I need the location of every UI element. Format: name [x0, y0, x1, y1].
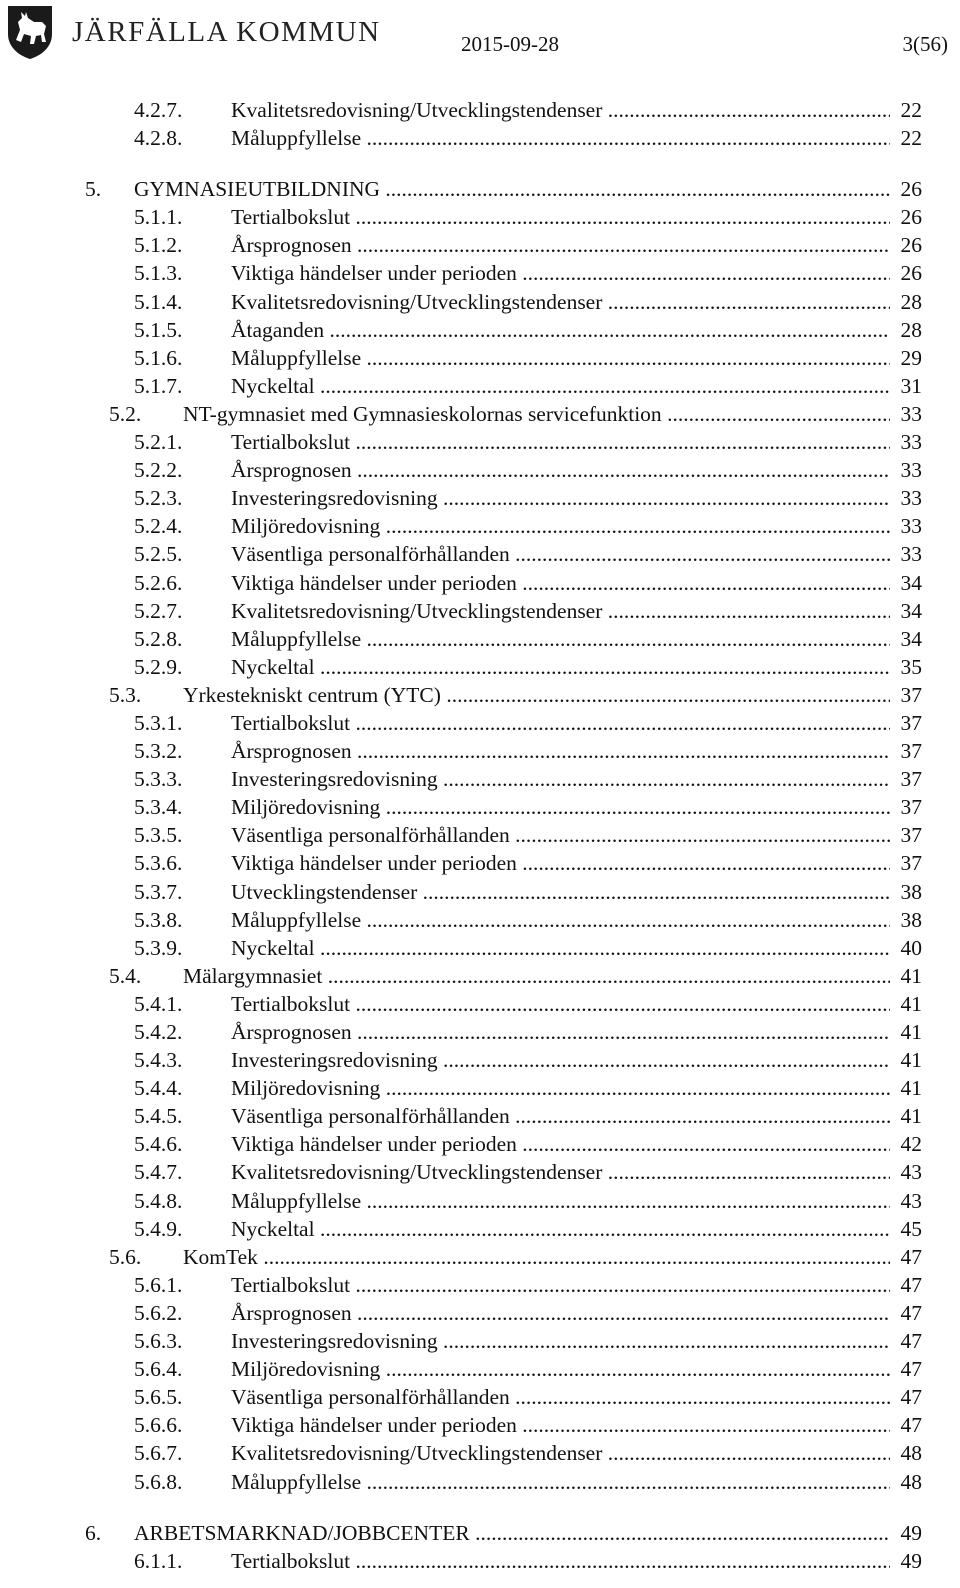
- toc-entry-title: Kvalitetsredovisning/Utvecklingstendenser .....: [231, 597, 916, 625]
- org-name: JÄRFÄLLA KOMMUN: [72, 16, 381, 48]
- toc-entry-number: 5.3.: [109, 682, 142, 707]
- page-header: [0, 0, 960, 70]
- toc-entry-page: 43: [890, 1187, 922, 1215]
- toc-entry-number: 5.3.2.: [134, 739, 183, 764]
- toc-entry[interactable]: [0, 484, 960, 512]
- toc-entry-title: Årsprognosen .....: [231, 456, 916, 484]
- toc-entry-title: Miljöredovisning .....: [231, 793, 916, 821]
- toc-entry-page: 41: [890, 962, 922, 990]
- toc-entry-page: 47: [890, 1411, 922, 1439]
- toc-entry-title: Årsprognosen .....: [231, 737, 916, 765]
- toc-entry-title: Mälargymnasiet .....: [183, 962, 916, 990]
- toc-entry-title: Miljöredovisning .....: [231, 1074, 916, 1102]
- toc-entry-title: Viktiga händelser under perioden .....: [231, 259, 916, 287]
- toc-entry-number: 5.1.4.: [134, 289, 183, 314]
- toc-entry[interactable]: [0, 709, 960, 737]
- toc-entry-page: 48: [890, 1439, 922, 1467]
- toc-entry[interactable]: [0, 344, 960, 372]
- toc-entry-title: Tertialbokslut .....: [231, 1547, 916, 1575]
- toc-entry[interactable]: [0, 1411, 960, 1439]
- toc-entry[interactable]: [0, 1102, 960, 1130]
- toc-entry-number: 5.4.: [109, 963, 142, 988]
- toc-entry-title: Måluppfyllelse .....: [231, 124, 916, 152]
- toc-entry[interactable]: [0, 1187, 960, 1215]
- toc-entry-page: 28: [890, 316, 922, 344]
- toc-entry-title: Viktiga händelser under perioden .....: [231, 1130, 916, 1158]
- toc-entry[interactable]: [0, 203, 960, 231]
- toc-entry-title: Tertialbokslut .....: [231, 990, 916, 1018]
- toc-entry-number: 5.2.6.: [134, 570, 183, 595]
- toc-entry-page: 22: [890, 124, 922, 152]
- toc-entry[interactable]: [0, 878, 960, 906]
- toc-entry-title: ARBETSMARKNAD/JOBBCENTER .....: [134, 1519, 916, 1547]
- toc-entry[interactable]: [0, 540, 960, 568]
- toc-entry[interactable]: [0, 681, 960, 709]
- toc-entry[interactable]: [0, 1074, 960, 1102]
- toc-entry[interactable]: [0, 1355, 960, 1383]
- toc-entry-page: 28: [890, 288, 922, 316]
- toc-entry-title: Yrkestekniskt centrum (YTC) .....: [183, 681, 916, 709]
- toc-entry[interactable]: [0, 821, 960, 849]
- toc-entry-number: 5.4.9.: [134, 1216, 183, 1241]
- toc-entry-number: 6.1.1.: [134, 1548, 183, 1573]
- toc-entry-page: 33: [890, 512, 922, 540]
- toc-entry[interactable]: [0, 1271, 960, 1299]
- toc-entry-title: Måluppfyllelse .....: [231, 1468, 916, 1496]
- toc-entry[interactable]: [0, 1158, 960, 1186]
- toc-entry-page: 33: [890, 428, 922, 456]
- toc-entry-page: 37: [890, 681, 922, 709]
- toc-entry-title: Väsentliga personalförhållanden .....: [231, 1102, 916, 1130]
- toc-entry-number: 5.6.: [109, 1244, 142, 1269]
- toc-entry[interactable]: [0, 569, 960, 597]
- toc-entry[interactable]: [0, 231, 960, 259]
- toc-entry[interactable]: [0, 316, 960, 344]
- toc-entry-number: 5.1.3.: [134, 261, 183, 286]
- toc-entry-page: 33: [890, 484, 922, 512]
- toc-entry-page: 33: [890, 540, 922, 568]
- toc-entry[interactable]: [0, 456, 960, 484]
- table-of-contents: [0, 96, 960, 1575]
- toc-entry[interactable]: [0, 428, 960, 456]
- toc-entry-page: 38: [890, 906, 922, 934]
- toc-entry-title: Nyckeltal .....: [231, 653, 916, 681]
- toc-entry-title: Årsprognosen .....: [231, 1299, 916, 1327]
- toc-entry-title: Tertialbokslut .....: [231, 203, 916, 231]
- toc-entry[interactable]: [0, 400, 960, 428]
- toc-entry-page: 35: [890, 653, 922, 681]
- toc-entry-title: Miljöredovisning .....: [231, 512, 916, 540]
- toc-entry-number: 5.2.2.: [134, 458, 183, 483]
- toc-entry-number: 5.3.3.: [134, 767, 183, 792]
- toc-entry-title: Måluppfyllelse .....: [231, 625, 916, 653]
- toc-entry-number: 5.6.6.: [134, 1413, 183, 1438]
- toc-entry-page: 45: [890, 1215, 922, 1243]
- toc-entry-number: 5.6.3.: [134, 1329, 183, 1354]
- toc-entry-page: 47: [890, 1355, 922, 1383]
- toc-entry-title: Kvalitetsredovisning/Utvecklingstendenser .....: [231, 96, 916, 124]
- toc-entry[interactable]: [0, 259, 960, 287]
- toc-entry-page: 34: [890, 625, 922, 653]
- toc-entry-page: 47: [890, 1243, 922, 1271]
- toc-entry-number: 6.: [85, 1520, 102, 1545]
- toc-entry-number: 5.2.3.: [134, 486, 183, 511]
- toc-entry[interactable]: [0, 849, 960, 877]
- toc-entry-page: 34: [890, 597, 922, 625]
- toc-entry-page: 48: [890, 1468, 922, 1496]
- toc-entry[interactable]: [0, 934, 960, 962]
- toc-entry-number: 5.6.7.: [134, 1441, 183, 1466]
- toc-entry-page: 37: [890, 821, 922, 849]
- toc-entry-number: 5.1.5.: [134, 317, 183, 342]
- toc-entry-title: Investeringsredovisning .....: [231, 1046, 916, 1074]
- toc-entry[interactable]: [0, 1547, 960, 1575]
- toc-entry-page: 41: [890, 1046, 922, 1074]
- toc-entry[interactable]: [0, 1439, 960, 1467]
- toc-entry-number: 5.6.4.: [134, 1357, 183, 1382]
- toc-entry-page: 37: [890, 737, 922, 765]
- toc-entry-number: 5.4.2.: [134, 1020, 183, 1044]
- toc-entry[interactable]: [0, 765, 960, 793]
- toc-entry-title: Tertialbokslut .....: [231, 709, 916, 737]
- toc-entry[interactable]: [0, 175, 960, 203]
- toc-entry[interactable]: [0, 96, 960, 124]
- toc-entry[interactable]: [0, 372, 960, 400]
- toc-entry-page: 41: [890, 990, 922, 1018]
- toc-entry-number: 5.4.4.: [134, 1076, 183, 1101]
- toc-entry[interactable]: [0, 1327, 960, 1355]
- header-date: 2015-09-28: [461, 32, 559, 56]
- toc-entry-title: Tertialbokslut .....: [231, 428, 916, 456]
- toc-entry[interactable]: [0, 962, 960, 990]
- toc-entry-number: 5.4.7.: [134, 1160, 183, 1185]
- toc-entry[interactable]: [0, 597, 960, 625]
- toc-entry-number: 5.1.2.: [134, 233, 183, 258]
- toc-entry-title: GYMNASIEUTBILDNING .....: [134, 175, 916, 203]
- toc-entry-title: Investeringsredovisning .....: [231, 1327, 916, 1355]
- toc-entry-title: Investeringsredovisning .....: [231, 765, 916, 793]
- toc-entry-page: 33: [890, 456, 922, 484]
- toc-entry-number: 5.3.7.: [134, 879, 183, 904]
- toc-entry-title: Nyckeltal .....: [231, 1215, 916, 1243]
- toc-entry-title: Väsentliga personalförhållanden .....: [231, 821, 916, 849]
- toc-entry-number: 5.6.5.: [134, 1385, 183, 1410]
- toc-entry-number: 5.3.8.: [134, 907, 183, 932]
- toc-entry[interactable]: [0, 124, 960, 152]
- toc-entry[interactable]: [0, 1018, 960, 1046]
- toc-entry-number: 5.3.4.: [134, 795, 183, 820]
- toc-entry-title: Miljöredovisning .....: [231, 1355, 916, 1383]
- toc-entry-number: 5.4.5.: [134, 1104, 183, 1129]
- toc-entry-number: 5.1.1.: [134, 205, 183, 230]
- toc-entry-title: Årsprognosen .....: [231, 231, 916, 259]
- toc-entry-number: 5.4.8.: [134, 1188, 183, 1213]
- toc-entry-page: 26: [890, 259, 922, 287]
- toc-entry-page: 47: [890, 1299, 922, 1327]
- toc-entry-title: Åtaganden .....: [231, 316, 916, 344]
- toc-entry-page: 29: [890, 344, 922, 372]
- toc-entry[interactable]: [0, 737, 960, 765]
- toc-entry-page: 37: [890, 765, 922, 793]
- toc-entry-page: 41: [890, 1102, 922, 1130]
- toc-entry-title: Utvecklingstendenser .....: [231, 878, 916, 906]
- toc-entry[interactable]: [0, 906, 960, 934]
- toc-entry-number: 5.2.4.: [134, 514, 183, 539]
- toc-entry[interactable]: [0, 1243, 960, 1271]
- toc-entry-title: Årsprognosen .....: [231, 1018, 916, 1046]
- toc-entry-title: Måluppfyllelse .....: [231, 906, 916, 934]
- toc-entry-number: 5.1.7.: [134, 373, 183, 398]
- toc-entry[interactable]: [0, 288, 960, 316]
- toc-entry[interactable]: [0, 793, 960, 821]
- toc-entry-number: 5.3.9.: [134, 935, 183, 960]
- toc-entry-title: Måluppfyllelse .....: [231, 1187, 916, 1215]
- toc-spacer: [0, 152, 960, 175]
- toc-entry-page: 37: [890, 793, 922, 821]
- toc-entry-number: 5.6.2.: [134, 1300, 183, 1325]
- toc-entry-page: 41: [890, 1018, 922, 1046]
- toc-entry[interactable]: [0, 1130, 960, 1158]
- toc-entry-number: 5.4.1.: [134, 991, 183, 1016]
- toc-entry-page: 41: [890, 1074, 922, 1102]
- toc-entry-number: 4.2.7.: [134, 98, 183, 122]
- toc-entry-page: 37: [890, 849, 922, 877]
- toc-entry-page: 49: [890, 1547, 922, 1575]
- page-indicator: 3(56): [902, 32, 948, 56]
- toc-entry[interactable]: [0, 1299, 960, 1327]
- toc-entry[interactable]: [0, 512, 960, 540]
- toc-entry[interactable]: [0, 1046, 960, 1074]
- toc-entry-title: Investeringsredovisning .....: [231, 484, 916, 512]
- toc-entry[interactable]: [0, 1468, 960, 1496]
- toc-entry-page: 38: [890, 878, 922, 906]
- toc-entry-page: 49: [890, 1519, 922, 1547]
- toc-entry-title: Kvalitetsredovisning/Utvecklingstendenser .....: [231, 1158, 916, 1186]
- toc-entry-number: 5.1.6.: [134, 345, 183, 370]
- toc-entry-title: Tertialbokslut .....: [231, 1271, 916, 1299]
- toc-entry-title: Nyckeltal .....: [231, 372, 916, 400]
- toc-entry-number: 5.: [85, 177, 102, 202]
- toc-entry-number: 5.6.8.: [134, 1469, 183, 1494]
- toc-entry-number: 5.2.: [109, 401, 142, 426]
- toc-entry-number: 5.2.1.: [134, 430, 183, 455]
- toc-entry-number: 5.4.3.: [134, 1048, 183, 1073]
- toc-entry-number: 4.2.8.: [134, 126, 183, 151]
- toc-entry-number: 5.6.1.: [134, 1272, 183, 1297]
- toc-entry-title: Kvalitetsredovisning/Utvecklingstendenser .....: [231, 1439, 916, 1467]
- toc-entry-title: Nyckeltal .....: [231, 934, 916, 962]
- toc-entry-title: Viktiga händelser under perioden .....: [231, 569, 916, 597]
- toc-entry-number: 5.2.5.: [134, 542, 183, 567]
- toc-entry-title: Väsentliga personalförhållanden .....: [231, 1383, 916, 1411]
- toc-entry[interactable]: [0, 1215, 960, 1243]
- toc-entry-page: 47: [890, 1383, 922, 1411]
- toc-entry-title: Kvalitetsredovisning/Utvecklingstendenser .....: [231, 288, 916, 316]
- toc-entry-number: 5.3.5.: [134, 823, 183, 848]
- toc-entry-number: 5.2.9.: [134, 654, 183, 679]
- toc-entry-page: 40: [890, 934, 922, 962]
- toc-entry-title: Väsentliga personalförhållanden .....: [231, 540, 916, 568]
- toc-entry[interactable]: [0, 1383, 960, 1411]
- toc-entry[interactable]: [0, 1519, 960, 1547]
- toc-entry-page: 22: [890, 96, 922, 124]
- toc-entry-page: 26: [890, 203, 922, 231]
- toc-entry-title: KomTek .....: [183, 1243, 916, 1271]
- toc-entry-number: 5.2.8.: [134, 626, 183, 651]
- toc-entry-number: 5.4.6.: [134, 1132, 183, 1157]
- toc-entry-number: 5.3.1.: [134, 710, 183, 735]
- toc-entry-number: 5.3.6.: [134, 851, 183, 876]
- toc-entry-page: 26: [890, 175, 922, 203]
- toc-entry-page: 34: [890, 569, 922, 597]
- toc-entry[interactable]: [0, 625, 960, 653]
- toc-entry-page: 26: [890, 231, 922, 259]
- toc-entry[interactable]: [0, 990, 960, 1018]
- jarfalla-coat-of-arms-icon: [6, 4, 54, 60]
- toc-entry[interactable]: [0, 653, 960, 681]
- toc-entry-page: 37: [890, 709, 922, 737]
- toc-entry-page: 47: [890, 1327, 922, 1355]
- toc-entry-title: Måluppfyllelse .....: [231, 344, 916, 372]
- toc-entry-title: Viktiga händelser under perioden .....: [231, 1411, 916, 1439]
- toc-entry-page: 33: [890, 400, 922, 428]
- toc-entry-page: 42: [890, 1130, 922, 1158]
- toc-spacer: [0, 1496, 960, 1519]
- toc-entry-title: NT-gymnasiet med Gymnasieskolornas servicefunktion .....: [183, 400, 916, 428]
- toc-entry-page: 43: [890, 1158, 922, 1186]
- toc-entry-number: 5.2.7.: [134, 598, 183, 623]
- toc-entry-page: 47: [890, 1271, 922, 1299]
- toc-entry-title: Viktiga händelser under perioden .....: [231, 849, 916, 877]
- toc-entry-page: 31: [890, 372, 922, 400]
